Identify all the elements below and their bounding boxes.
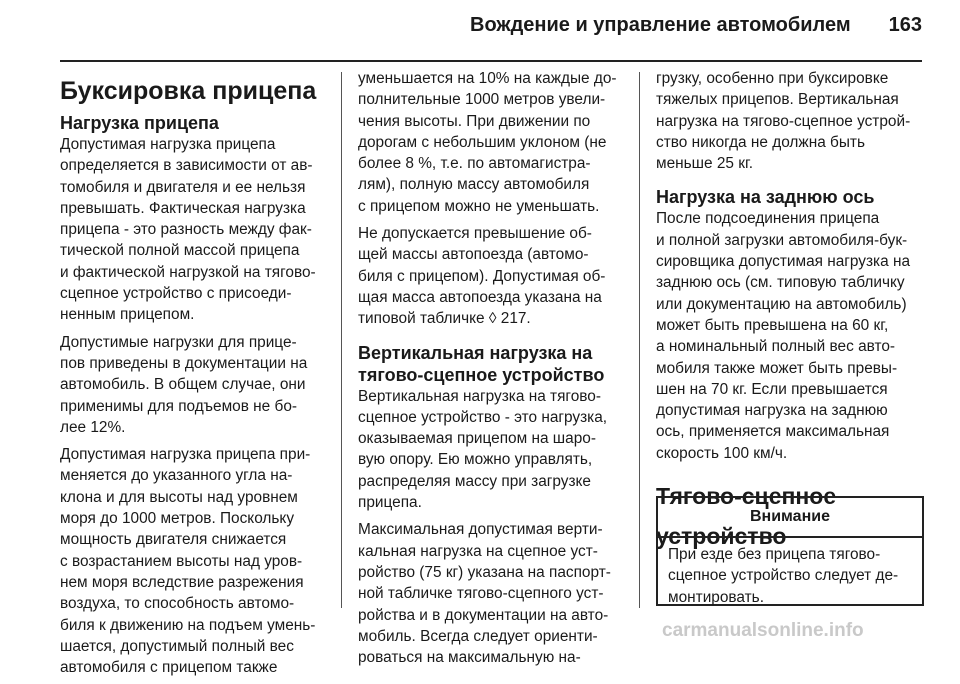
text-line: После подсоединения прицепа: [656, 210, 880, 228]
paragraph: [358, 519, 626, 668]
text-line: оказываемая прицепом на шаро-: [358, 430, 596, 448]
text-line: превышать. Фактическая нагрузка: [60, 199, 306, 217]
column-1: [60, 68, 328, 684]
text-line: ство никогда не должна быть: [656, 133, 865, 151]
title-line: Тягово-сцепное: [656, 483, 837, 510]
text-line: ройства и в документации на авто-: [358, 606, 609, 624]
text-line: полнительные 1000 метров увели-: [358, 91, 606, 109]
text-line: с прицепом можно не уменьшать.: [358, 197, 600, 215]
text-line: меньше 25 кг.: [656, 155, 753, 173]
column-3: [656, 68, 924, 556]
page-number: 163: [888, 14, 922, 36]
text-line: роваться на максимальную на-: [358, 649, 581, 667]
text-line: и фактической нагрузкой на тягово-: [60, 263, 316, 281]
paragraph: [60, 332, 328, 438]
header-rule: [60, 60, 922, 62]
text-line: меняется до указанного угла на-: [60, 467, 293, 485]
column-divider: [639, 72, 640, 608]
text-line: моря до 1000 метров. Поскольку: [60, 510, 295, 528]
text-line: автомобиль. В общем случае, они: [60, 376, 306, 394]
paragraph: [60, 134, 328, 326]
text-line: биля с прицепом). Допустимая об-: [358, 267, 606, 285]
text-line: дорогам с небольшим уклоном (не: [358, 133, 607, 151]
text-line: автомобиля с прицепом также: [60, 659, 278, 677]
text-line: Максимальная допустимая верти-: [358, 521, 603, 539]
text-line: Допустимые нагрузки для прице-: [60, 333, 297, 351]
text-line: или документацию на автомобиль): [656, 295, 907, 313]
page-reference-link[interactable]: типовой табличке ◊ 217.: [358, 310, 531, 328]
text-line: вую опору. Ею можно управлять,: [358, 451, 593, 469]
text-line: щая масса автопоезда указана на: [358, 288, 602, 306]
text-line: ось, применяется максимальная: [656, 423, 890, 441]
text-line: прицепа - это разность между фак-: [60, 221, 312, 239]
section-title: Буксировка прицепа: [60, 77, 317, 105]
subsection-title: [358, 342, 626, 386]
text-line: грузку, особенно при буксировке: [656, 70, 889, 87]
text-line: тяжелых прицепов. Вертикальная: [656, 91, 899, 109]
text-line: кальная нагрузка на сцепное уст-: [358, 542, 598, 560]
text-line: и полной загрузки автомобиля-бук-: [656, 231, 908, 249]
subsection-title: Нагрузка прицепа: [60, 113, 219, 133]
text-line: лям), полную массу автомобиля: [358, 176, 590, 194]
text-line: сировщика допустимая нагрузка на: [656, 253, 911, 271]
text-line: тической полной массой прицепа: [60, 242, 300, 260]
warning-text: [658, 538, 922, 608]
text-line: мобиль. Всегда следует ориенти-: [358, 627, 598, 645]
subsection-title: Нагрузка на заднюю ось: [656, 187, 875, 208]
text-line: сцепное устройство следует де-: [668, 567, 899, 585]
text-line: Допустимая нагрузка прицепа при-: [60, 446, 311, 464]
text-line: скорость 100 км/ч.: [656, 444, 788, 462]
text-line: более 8 %, т.е. по автомагистра-: [358, 155, 591, 173]
title-line: устройство: [656, 523, 787, 550]
warning-box: [656, 496, 924, 606]
paragraph: [60, 444, 328, 678]
text-line: сцепное устройство - это нагрузка,: [358, 408, 608, 426]
text-line: мощность двигателя снижается: [60, 531, 287, 549]
text-line: а номинальный полный вес авто-: [656, 338, 896, 356]
text-line: с возрастанием высоты над уров-: [60, 552, 303, 570]
text-line: определяется в зависимости от ав-: [60, 157, 313, 175]
text-line: щей массы автопоезда (автомо-: [358, 246, 589, 264]
text-line: нем моря вследствие разрежения: [60, 573, 304, 591]
text-line: сцепное устройство с присоеди-: [60, 285, 292, 303]
text-line: клона и для высоты над уровнем: [60, 488, 298, 506]
text-line: воздуха, то способность автомо-: [60, 595, 295, 613]
warning-title: Внимание: [658, 498, 922, 538]
column-2: [358, 68, 626, 674]
text-line: биля к движению на подъем умень-: [60, 616, 316, 634]
text-line: распределяя массу при загрузке: [358, 472, 591, 490]
text-line: ненным прицепом.: [60, 306, 195, 324]
text-line: заднюю ось (см. типовую табличку: [656, 274, 905, 292]
text-line: ной табличке тягово-сцепного уст-: [358, 585, 604, 603]
text-line: томобиля и двигателя и ее нельзя: [60, 178, 306, 196]
paragraph: [656, 208, 924, 464]
text-line: пов приведены в документации на: [60, 354, 308, 372]
watermark: carmanualsonline.info: [662, 620, 864, 641]
title-line: Вертикальная нагрузка на: [358, 342, 593, 363]
title-line: тягово-сцепное устройство: [358, 364, 605, 385]
header-title: Вождение и управление автомобилем: [470, 14, 851, 36]
text-line: При езде без прицепа тягово-: [668, 546, 881, 563]
text-line: нагрузка на тягово-сцепное устрой-: [656, 112, 911, 130]
column-divider: [341, 72, 342, 608]
text-line: мобиля также может быть превы-: [656, 359, 898, 377]
text-line: Допустимая нагрузка прицепа: [60, 136, 276, 153]
text-line: Не допускается превышение об-: [358, 225, 592, 243]
text-line: лее 12%.: [60, 418, 126, 436]
text-line: чения высоты. При движении по: [358, 112, 591, 130]
paragraph: [358, 68, 626, 217]
text-line: шен на 70 кг. Если превышается: [656, 380, 888, 398]
text-line: шается, допустимый полный вес: [60, 637, 294, 655]
text-line: ройство (75 кг) указана на паспорт-: [358, 563, 611, 581]
text-line: уменьшается на 10% на каждые до-: [358, 70, 617, 87]
text-line: может быть превышена на 60 кг,: [656, 316, 889, 334]
paragraph: [656, 68, 924, 174]
text-line: Вертикальная нагрузка на тягово-: [358, 387, 601, 405]
text-line: прицепа.: [358, 494, 422, 512]
paragraph: [358, 223, 626, 329]
text-line: применимы для подъемов не бо-: [60, 397, 298, 415]
paragraph: [358, 386, 626, 514]
text-line: монтировать.: [668, 588, 764, 606]
text-line: допустимая нагрузка на заднюю: [656, 402, 888, 420]
